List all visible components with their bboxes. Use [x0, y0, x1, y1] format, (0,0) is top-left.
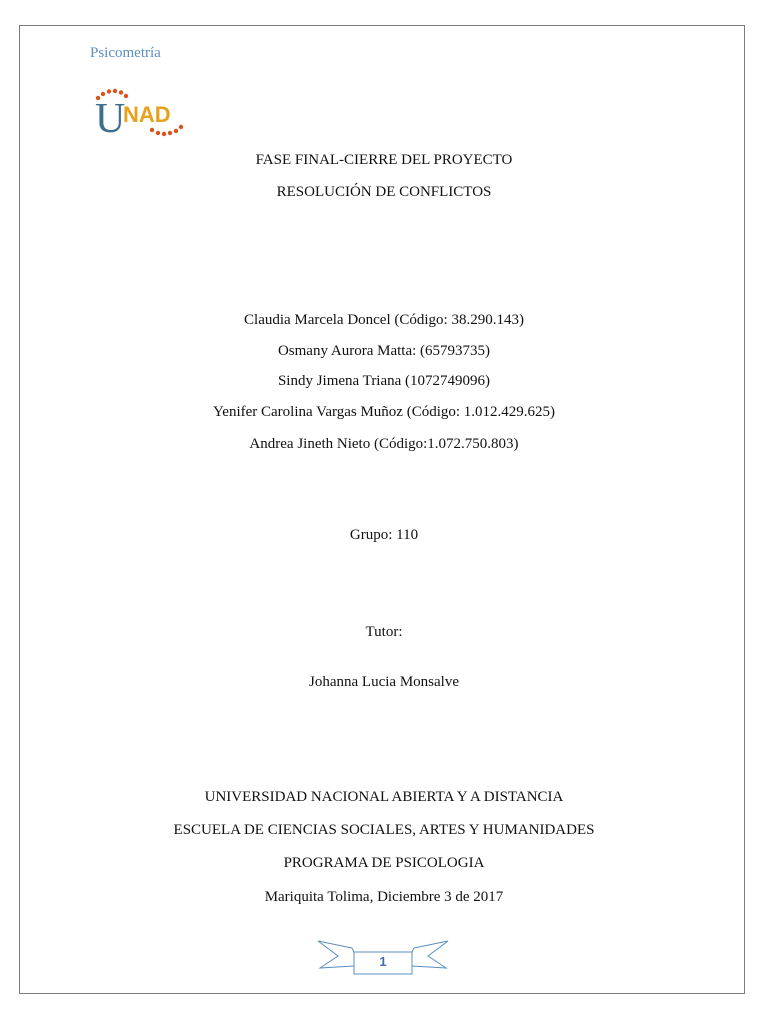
title-line-2: RESOLUCIÓN DE CONFLICTOS — [276, 184, 492, 200]
page-number: 1 — [379, 954, 387, 969]
author-1: Claudia Marcela Doncel (Código: 38.290.143) — [244, 312, 524, 328]
author-5: Andrea Jineth Nieto (Código:1.072.750.803) — [249, 436, 519, 452]
school-name: ESCUELA DE CIENCIAS SOCIALES, ARTES Y HUMANIDADES — [173, 822, 595, 838]
header-text: Psicometría — [90, 45, 161, 61]
author-2: Osmany Aurora Matta: (65793735) — [277, 343, 491, 359]
program-name: PROGRAMA DE PSICOLOGIA — [283, 855, 485, 871]
author-4: Yenifer Carolina Vargas Muñoz (Código: 1.012.429.625) — [212, 404, 556, 420]
logo-letters-nad: NAD — [123, 102, 171, 127]
university-name: UNIVERSIDAD NACIONAL ABIERTA Y A DISTANCIA — [204, 789, 564, 805]
unad-logo — [90, 86, 200, 142]
author-3: Sindy Jimena Triana (1072749096) — [277, 373, 491, 389]
logo-letter-u: U — [95, 96, 126, 142]
tutor-label: Tutor: — [365, 624, 403, 640]
title-line-1: FASE FINAL-CIERRE DEL PROYECTO — [255, 152, 513, 168]
group-number: Grupo: 110 — [349, 527, 419, 543]
tutor-name: Johanna Lucia Monsalve — [309, 674, 459, 690]
place-date: Mariquita Tolima, Diciembre 3 de 2017 — [264, 889, 504, 905]
page-border — [19, 25, 745, 994]
